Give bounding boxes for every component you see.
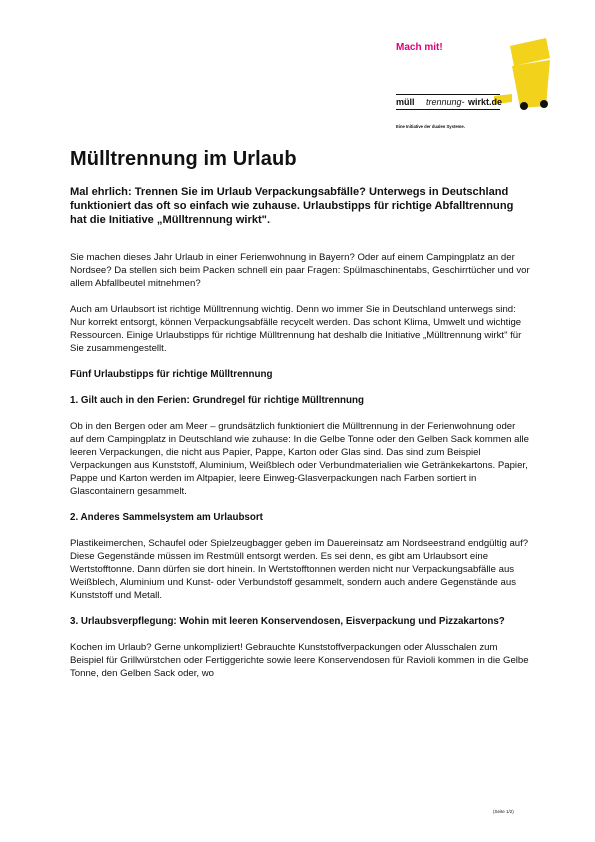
mülltrennung-wirkt-logo (390, 36, 555, 129)
yellow-bin-icon (494, 36, 554, 110)
lead-paragraph: Mal ehrlich: Trennen Sie im Urlaub Verpackungsabfälle? Unterwegs in Deutschland funktioniert das oft so einfach wie zuhause. Urlaubstipps für richtige Abfalltrennung hat die Initiative „Mülltrennung wirkt". (70, 186, 514, 226)
logo-subline: Eine Initiative der dualen Systeme. (396, 124, 465, 129)
section-heading: 1. Gilt auch in den Ferien: Grundregel für richtige Mülltrennung (70, 395, 364, 406)
section-heading: Fünf Urlaubstipps für richtige Mülltrennung (70, 369, 273, 380)
page-title: Mülltrennung im Urlaub (70, 148, 297, 170)
logo-tagline: Mach mit! (396, 42, 443, 53)
page-number: (Seite 1/2) (493, 809, 514, 814)
document-body (70, 148, 530, 680)
wordmark-mid: trennung- (426, 97, 465, 107)
logo-wordmark (396, 94, 503, 110)
body-paragraph: Ob in den Bergen oder am Meer – grundsätzlich funktioniert die Mülltrennung in der Ferienwohnung oder auf dem Campingplatz in Deutschland wie zuhause: In die Gelbe Tonne oder den Gelben Sack kommen alle leeren Verpackungen, die nicht aus Papier, Pappe, Karton oder Glas sind. Das sind zum Beispiel Verpackungen aus Kunststoff, Aluminium, Weißblech oder Verbundmaterialien wie Getränkekartons. Papier, Pappe und Karton werden im Altpapier, leere Einweg-Glasverpackungen nach Farben sortiert in Glascontainern gesammelt. (70, 421, 530, 497)
section-heading: 2. Anderes Sammelsystem am Urlaubsort (70, 512, 263, 523)
body-paragraph: Sie machen dieses Jahr Urlaub in einer Ferienwohnung in Bayern? Oder auf einem Campingplatz an der Nordsee? Da stellen sich beim Packen schnell ein paar Fragen: Spülmaschinentabs, Geschirrtücher und vor allem Abfallbeutel mitnehmen? (70, 252, 530, 289)
body-paragraph: Kochen im Urlaub? Gerne unkompliziert! Gebrauchte Kunststoffverpackungen oder Alusschalen zum Beispiel für Grillwürstchen oder Fertiggerichte sowie leere Konservendosen für Ravioli kommen in die Gelbe Tonne, den Gelben Sack oder, wo (70, 642, 529, 679)
section-heading: 3. Urlaubsverpflegung: Wohin mit leeren Konservendosen, Eisverpackung und Pizzakartons? (70, 616, 505, 627)
wordmark-right: wirkt.de (468, 97, 503, 107)
body-paragraph: Plastikeimerchen, Schaufel oder Spielzeugbagger geben im Dauereinsatz am Nordseestrand endgültig auf? Diese Gegenstände müssen im Restmüll entsorgt werden. Es sei denn, es gibt am Urlaubsort eine Wertstofftonne. Dann dürfen sie dort hinein. In Wertstofftonnen werden nicht nur Verpackungsabfälle aus Weißblech, Aluminium und Kunst- oder Verbundstoff gesammelt, sondern auch andere Gegenstände aus Kunststoff und Metall. (70, 538, 529, 601)
wordmark-left: müll (396, 97, 415, 107)
body-paragraph: Auch am Urlaubsort ist richtige Mülltrennung wichtig. Denn wo immer Sie in Deutschland unterwegs sind: Nur korrekt entsorgt, können Verpackungsabfälle recycelt werden. Das schont Klima, Umwelt und wichtige Ressourcen. Einige Urlaubstipps für richtige Mülltrennung hat deshalb die Initiative „Mülltrennung wirkt" für Sie zusammengestellt. (70, 304, 522, 354)
